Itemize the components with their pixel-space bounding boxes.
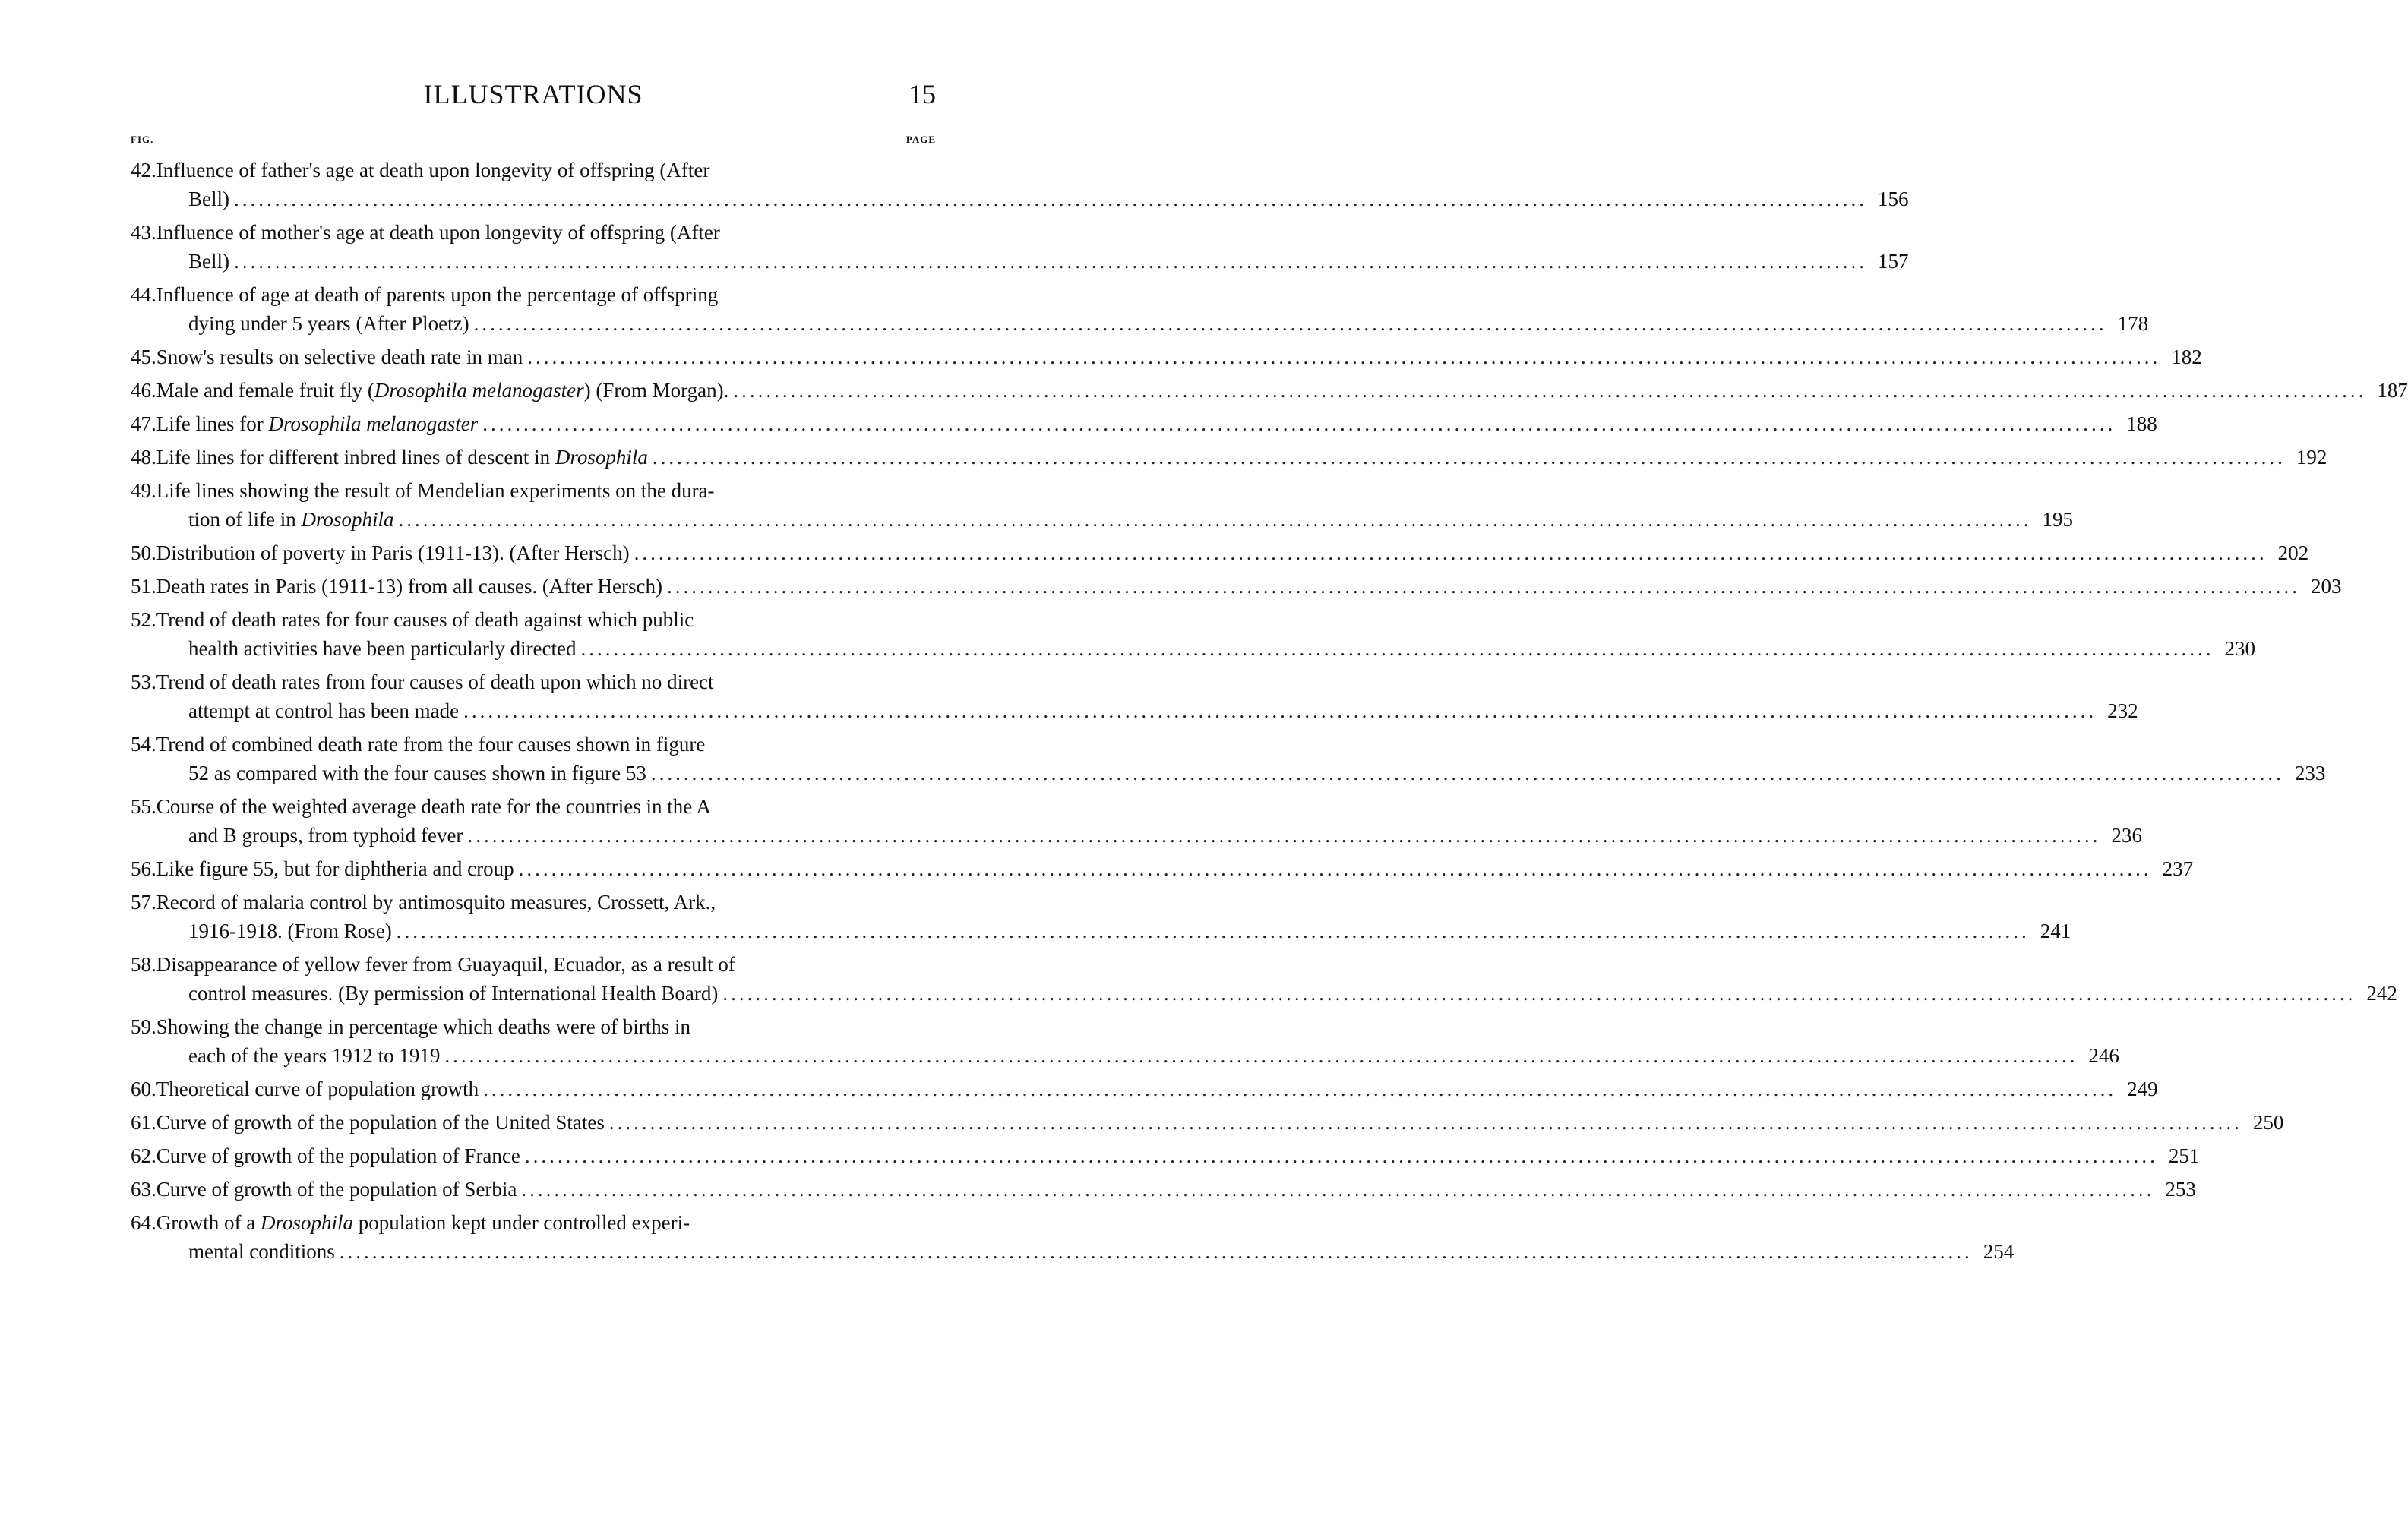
list-item <box>131 888 2071 945</box>
illustration-list <box>131 156 2408 1270</box>
entry-text <box>131 409 478 438</box>
dot-leader: ........................................................................................................................................................................................................ <box>234 250 1867 273</box>
caption-text: dying under 5 years (After Ploetz) <box>188 312 469 335</box>
entry-text <box>131 1175 517 1204</box>
list-item <box>131 792 2142 850</box>
entry-line <box>131 854 2194 883</box>
page-ref: 230 <box>2224 637 2256 660</box>
entry-line <box>131 634 2256 663</box>
figure-number: 47. <box>131 412 156 435</box>
entry-line <box>131 1175 2196 1204</box>
caption-text: each of the years 1912 to 1919 <box>188 1044 441 1067</box>
figure-number: 45. <box>131 346 156 368</box>
list-item <box>131 376 2408 405</box>
entry-line <box>131 730 942 759</box>
dot-leader: ........................................................................................................................................................................................................ <box>339 1240 1973 1263</box>
caption-text: Distribution of poverty in Paris (1911-13). (After Hersch) <box>156 541 630 564</box>
figure-number: 58. <box>131 953 156 976</box>
entry-line <box>131 443 2327 472</box>
page-title: ILLUSTRATIONS <box>423 79 643 109</box>
figure-number: 64. <box>131 1211 156 1234</box>
entry-text <box>131 342 523 371</box>
entry-line <box>131 888 942 917</box>
page-ref: 202 <box>2277 541 2309 564</box>
figure-number: 52. <box>131 608 156 631</box>
figure-number: 51. <box>131 575 156 598</box>
entry-text <box>131 443 648 472</box>
list-item <box>131 854 2194 883</box>
caption-text: Influence of father's age at death upon longevity of offspring (After <box>156 159 710 181</box>
entry-text <box>131 854 514 883</box>
entry-text <box>188 309 469 338</box>
page-ref: 246 <box>2088 1044 2119 1067</box>
caption-italic: Drosophila <box>555 446 648 469</box>
caption-text: 52 as compared with the four causes shown in figure 53 <box>188 762 646 784</box>
list-item <box>131 572 2342 601</box>
entry-line <box>131 538 2309 567</box>
entry-line <box>131 409 2157 438</box>
entry-text <box>188 634 577 663</box>
list-item <box>131 443 2327 472</box>
page-ref: 254 <box>1983 1240 2015 1263</box>
caption-italic: Drosophila melanogaster <box>374 379 584 402</box>
entry-line <box>131 821 2142 850</box>
page-ref: 250 <box>2252 1111 2284 1134</box>
page-number: 15 <box>909 79 936 109</box>
entry-line <box>131 572 2342 601</box>
entry-text <box>188 979 718 1008</box>
entry-line <box>131 476 942 505</box>
entry-text <box>131 891 716 914</box>
caption-text: Curve of growth of the population of the United States <box>156 1111 605 1134</box>
entry-line <box>131 979 2397 1008</box>
entry-text <box>131 221 720 244</box>
entry-line <box>131 376 2408 405</box>
entry-text <box>188 247 229 276</box>
entry-text <box>131 1141 520 1170</box>
list-item <box>131 1012 2119 1070</box>
list-item <box>131 730 2326 787</box>
caption-text: Course of the weighted average death rate for the countries in the A <box>156 795 711 818</box>
figure-number: 61. <box>131 1111 156 1134</box>
caption-text: Influence of age at death of parents upon the percentage of offspring <box>156 283 719 306</box>
caption-text: population kept under controlled experi- <box>352 1211 690 1234</box>
caption-text: Theoretical curve of population growth <box>156 1078 479 1100</box>
entry-text <box>131 376 728 405</box>
page-ref: 156 <box>1878 188 1909 210</box>
entry-line <box>131 1141 2200 1170</box>
entry-line <box>131 185 1909 213</box>
caption-text: Life lines for different inbred lines of descent in <box>156 446 555 469</box>
caption-text: health activities have been particularly directed <box>188 637 577 660</box>
page-ref: 242 <box>2366 982 2397 1005</box>
caption-text: Life lines showing the result of Mendelian experiments on the dura- <box>156 479 715 502</box>
caption-text: control measures. (By permission of International Health Board) <box>188 982 719 1005</box>
dot-leader: ........................................................................................................................................................................................................ <box>467 824 2101 847</box>
caption-text: mental conditions <box>188 1240 335 1263</box>
dot-leader: ........................................................................................................................................................................................................ <box>396 920 2030 942</box>
entry-text <box>188 917 392 945</box>
page-ref: 237 <box>2162 857 2194 880</box>
figure-number: 44. <box>131 283 156 306</box>
entry-text <box>131 1015 690 1038</box>
entry-text <box>131 1075 479 1103</box>
caption-text: Life lines for <box>156 412 269 435</box>
page-ref: 241 <box>2040 920 2071 942</box>
caption-text: ) (From Morgan). <box>583 379 729 402</box>
column-headings <box>131 134 936 152</box>
list-item <box>131 476 2073 534</box>
dot-leader: ........................................................................................................................................................................................................ <box>608 1111 2242 1134</box>
list-item <box>131 218 1909 276</box>
caption-text: Showing the change in percentage which deaths were of births in <box>156 1015 691 1038</box>
entry-line <box>131 342 2202 371</box>
figure-number: 62. <box>131 1144 156 1167</box>
dot-leader: ........................................................................................................................................................................................................ <box>652 446 2286 469</box>
entry-text <box>131 572 662 601</box>
page-ref: 251 <box>2168 1144 2200 1167</box>
entry-text <box>131 733 705 756</box>
figure-number: 54. <box>131 733 156 756</box>
page-ref: 232 <box>2107 699 2138 722</box>
dot-leader: ........................................................................................................................................................................................................ <box>650 762 2284 784</box>
list-item <box>131 156 1909 213</box>
entry-text <box>131 159 709 181</box>
figure-number: 48. <box>131 446 156 469</box>
running-head <box>131 73 936 115</box>
dot-leader: ........................................................................................................................................................................................................ <box>234 188 1867 210</box>
entry-line <box>131 1108 2284 1137</box>
dot-leader: ........................................................................................................................................................................................................ <box>444 1044 2078 1067</box>
dot-leader: ........................................................................................................................................................................................................ <box>524 1144 2158 1167</box>
list-item <box>131 280 2149 338</box>
dot-leader: ........................................................................................................................................................................................................ <box>667 575 2301 598</box>
list-item <box>131 409 2157 438</box>
dot-leader: ........................................................................................................................................................................................................ <box>634 541 2267 564</box>
figure-number: 50. <box>131 541 156 564</box>
figure-number: 42. <box>131 159 156 181</box>
figure-number: 55. <box>131 795 156 818</box>
caption-text: and B groups, from typhoid fever <box>188 824 463 847</box>
caption-text: Trend of death rates from four causes of death upon which no direct <box>156 671 714 693</box>
entry-text <box>131 538 630 567</box>
figure-number: 49. <box>131 479 156 502</box>
dot-leader: ........................................................................................................................................................................................................ <box>398 508 2032 531</box>
caption-text: attempt at control has been made <box>188 699 460 722</box>
entry-line <box>131 156 942 185</box>
entry-text <box>131 479 715 502</box>
figure-number: 53. <box>131 671 156 693</box>
figure-number: 46. <box>131 379 156 402</box>
page-ref: 203 <box>2311 575 2342 598</box>
page-ref: 249 <box>2127 1078 2158 1100</box>
caption-text: tion of life in <box>188 508 302 531</box>
dot-leader: ........................................................................................................................................................................................................ <box>483 1078 2117 1100</box>
entry-line <box>131 505 2073 534</box>
caption-text: Curve of growth of the population of France <box>156 1144 520 1167</box>
page-ref: 192 <box>2296 446 2327 469</box>
list-item <box>131 1108 2284 1137</box>
caption-text: Record of malaria control by antimosquito measures, Crossett, Ark., <box>156 891 716 914</box>
entry-text <box>188 1041 440 1070</box>
entry-line <box>131 605 942 634</box>
entry-text <box>131 953 735 976</box>
caption-text: Death rates in Paris (1911-13) from all causes. (After Hersch) <box>156 575 663 598</box>
entry-text <box>131 1211 690 1234</box>
dot-leader: ........................................................................................................................................................................................................ <box>527 346 2161 368</box>
entry-line <box>131 1041 2119 1070</box>
page-ref: 236 <box>2111 824 2142 847</box>
caption-text: Male and female fruit fly ( <box>156 379 374 402</box>
entry-line <box>131 218 942 247</box>
list-item <box>131 538 2309 567</box>
entry-line <box>131 1075 2158 1103</box>
entry-line <box>131 950 942 979</box>
caption-text: Bell) <box>188 250 229 273</box>
entry-text <box>188 1237 335 1266</box>
entry-text <box>188 696 459 725</box>
page-ref: 157 <box>1878 250 1909 273</box>
page-ref: 188 <box>2126 412 2157 435</box>
page-ref: 253 <box>2165 1178 2196 1201</box>
entry-text <box>131 795 711 818</box>
list-item <box>131 1075 2158 1103</box>
entry-text <box>188 505 394 534</box>
entry-text <box>131 671 714 693</box>
entry-text <box>188 185 229 213</box>
list-item <box>131 605 2256 663</box>
fig-column-label: FIG. <box>131 134 154 145</box>
entry-line <box>131 247 1909 276</box>
list-item <box>131 1208 2015 1266</box>
dot-leader: ........................................................................................................................................................................................................ <box>580 637 2214 660</box>
entry-line <box>131 792 942 821</box>
list-item <box>131 667 2138 725</box>
entry-text <box>188 759 646 787</box>
figure-number: 56. <box>131 857 156 880</box>
caption-text: Bell) <box>188 188 229 210</box>
entry-line <box>131 759 2326 787</box>
caption-text: Influence of mother's age at death upon longevity of offspring (After <box>156 221 720 244</box>
entry-line <box>131 917 2071 945</box>
dot-leader: ........................................................................................................................................................................................................ <box>463 699 2097 722</box>
caption-text: Curve of growth of the population of Serbia <box>156 1178 517 1201</box>
entry-text <box>188 821 463 850</box>
caption-text: 1916-1918. (From Rose) <box>188 920 392 942</box>
caption-text: Like figure 55, but for diphtheria and croup <box>156 857 514 880</box>
figure-number: 43. <box>131 221 156 244</box>
caption-text: Disappearance of yellow fever from Guayaquil, Ecuador, as a result of <box>156 953 735 976</box>
caption-text: Growth of a <box>156 1211 261 1234</box>
caption-italic: Drosophila <box>260 1211 353 1234</box>
page-ref: 182 <box>2171 346 2202 368</box>
caption-italic: Drosophila <box>301 508 394 531</box>
entry-text <box>131 608 694 631</box>
caption-text: Trend of death rates for four causes of death against which public <box>156 608 694 631</box>
dot-leader: ........................................................................................................................................................................................................ <box>482 412 2116 435</box>
entry-line <box>131 309 2149 338</box>
list-item <box>131 1175 2196 1204</box>
dot-leader: ........................................................................................................................................................................................................ <box>733 379 2367 402</box>
page-column-label: PAGE <box>905 134 936 145</box>
figure-number: 60. <box>131 1078 156 1100</box>
figure-number: 59. <box>131 1015 156 1038</box>
caption-italic: Drosophila melanogaster <box>268 412 479 435</box>
entry-text <box>131 283 718 306</box>
page-ref: 233 <box>2294 762 2326 784</box>
page-ref: 178 <box>2117 312 2149 335</box>
entry-line <box>131 696 2138 725</box>
caption-text: Trend of combined death rate from the four causes shown in figure <box>156 733 706 756</box>
list-item <box>131 950 2397 1008</box>
figure-number: 63. <box>131 1178 156 1201</box>
entry-line <box>131 667 942 696</box>
entry-line <box>131 1012 942 1041</box>
page-ref: 195 <box>2042 508 2073 531</box>
figure-number: 57. <box>131 891 156 914</box>
entry-line <box>131 1208 942 1237</box>
page-ref: 187 <box>2377 379 2408 402</box>
list-item <box>131 1141 2200 1170</box>
entry-line <box>131 1237 2015 1266</box>
dot-leader: ........................................................................................................................................................................................................ <box>521 1178 2155 1201</box>
list-item <box>131 342 2202 371</box>
entry-text <box>131 1108 605 1137</box>
dot-leader: ........................................................................................................................................................................................................ <box>722 982 2356 1005</box>
dot-leader: ........................................................................................................................................................................................................ <box>518 857 2152 880</box>
entry-line <box>131 280 942 309</box>
caption-text: Snow's results on selective death rate in man <box>156 346 523 368</box>
dot-leader: ........................................................................................................................................................................................................ <box>473 312 2107 335</box>
